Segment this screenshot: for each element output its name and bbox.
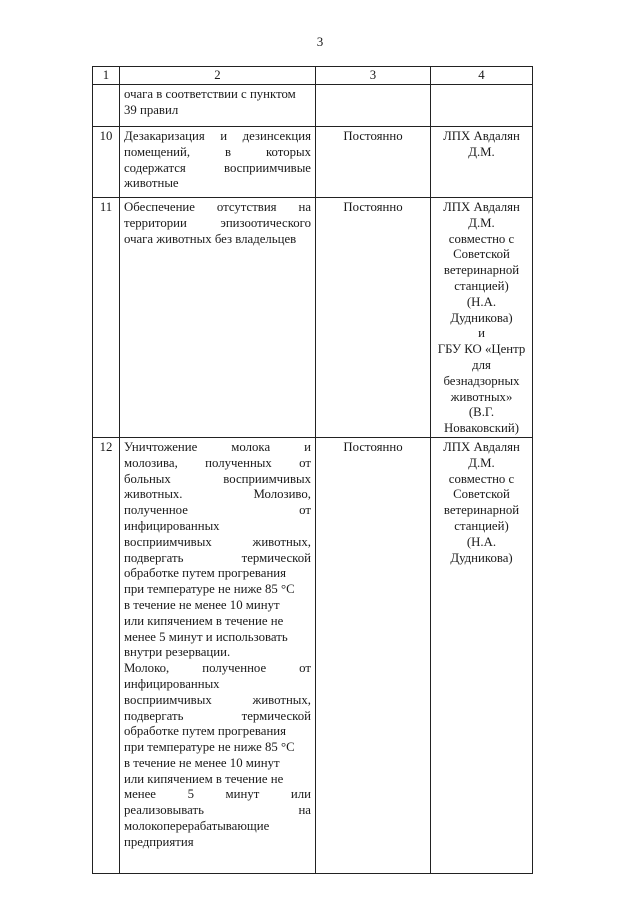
- row-number: 12: [93, 437, 120, 873]
- measure-text-line: менее 5 минут или: [124, 787, 311, 802]
- measure-text-line: реализовывать на: [124, 803, 311, 818]
- measure-description: [120, 437, 316, 873]
- measure-text-line: подвергать термической: [124, 708, 311, 723]
- measure-text-line: инфицированных: [124, 518, 220, 533]
- measure-text-line: молокоперерабатывающие: [124, 819, 270, 834]
- responsible-text-line: ветеринарной: [443, 503, 520, 518]
- table-row: [93, 85, 533, 127]
- header-cell-1: 1: [93, 67, 120, 85]
- measure-text-line: в течение не менее 10 минут: [124, 597, 280, 612]
- responsible-text-line: животных»: [450, 389, 513, 404]
- measure-text-line: Обеспечение отсутствия на: [124, 200, 311, 214]
- responsible-text-line: станцией): [454, 518, 509, 533]
- responsible-text-line: (Н.А. Дудникова): [450, 534, 513, 565]
- measure-text-line: животных. Молозиво,: [124, 487, 311, 502]
- execution-period: Постоянно: [316, 437, 431, 873]
- header-cell-4: 4: [431, 67, 533, 85]
- measure-text-line: при температуре не ниже 85 °С: [124, 740, 295, 755]
- table-header-row: [93, 67, 533, 85]
- measure-text-line: при температуре не ниже 85 °С: [124, 582, 295, 597]
- responsible-text-line: (Н.А. Дудникова): [450, 294, 513, 325]
- responsible-text-line: ЛПХ Авдалян Д.М.: [443, 200, 520, 230]
- row-number: 10: [93, 127, 120, 198]
- responsible-text-line: ГБУ КО «Центр для: [437, 342, 526, 372]
- execution-period: Постоянно: [316, 198, 431, 438]
- responsible-party: [431, 198, 533, 438]
- measure-text-line: Уничтожение молока и: [124, 439, 311, 454]
- table-row: [93, 437, 533, 873]
- responsible-text-line: (В.Г. Новаковский): [444, 405, 519, 436]
- execution-period: Постоянно: [316, 127, 431, 198]
- responsible-text-line: ЛПХ Авдалян Д.М.: [443, 439, 520, 470]
- responsible-text-line: ветеринарной: [443, 263, 520, 278]
- measure-text-line: инфицированных: [124, 676, 220, 691]
- measure-text-line: помещений, в которых: [124, 144, 311, 159]
- header-cell-2: 2: [120, 67, 316, 85]
- responsible-party: [431, 437, 533, 873]
- measure-text-line: полученное от: [124, 503, 311, 518]
- header-cell-3: 3: [316, 67, 431, 85]
- measure-text-line: молозива, полученных от: [124, 455, 311, 470]
- measure-text-line: или кипячением в течение не: [124, 771, 284, 786]
- measure-text-line: больных восприимчивых: [124, 471, 311, 486]
- measure-text-line: 39 правил: [124, 102, 179, 117]
- measure-text-line: содержатся восприимчивые: [124, 160, 311, 175]
- measure-text-line: подвергать термической: [124, 550, 311, 565]
- responsible-party: [431, 127, 533, 198]
- measure-text-line: обработке путем прогревания: [124, 566, 287, 581]
- execution-period: [316, 85, 431, 127]
- measures-table: [92, 66, 533, 874]
- row-number: 11: [93, 198, 120, 438]
- table-row: [93, 198, 533, 438]
- responsible-text-line: и: [478, 326, 485, 341]
- measure-text-line: или кипячением в течение не: [124, 613, 284, 628]
- responsible-text-line: совместно с Советской: [448, 231, 515, 262]
- measure-text-line: внутри резервации.: [124, 645, 231, 660]
- measure-description: [120, 85, 316, 127]
- responsible-text-line: ЛПХ Авдалян Д.М.: [443, 129, 520, 159]
- responsible-text-line: совместно с Советской: [448, 471, 515, 502]
- measure-text-line: очага в соответствии с пунктом: [124, 87, 296, 101]
- measure-text-line: территории эпизоотического: [124, 215, 311, 230]
- table-row: [93, 127, 533, 198]
- measure-text-line: обработке путем прогревания: [124, 724, 287, 739]
- measure-description: [120, 198, 316, 438]
- row-number: [93, 85, 120, 127]
- measure-description: [120, 127, 316, 198]
- measure-text-line: животные: [124, 176, 179, 191]
- responsible-text-line: безнадзорных: [443, 373, 520, 388]
- measure-text-line: очага животных без владельцев: [124, 231, 297, 246]
- responsible-text-line: станцией): [454, 278, 509, 293]
- measure-text-line: предприятия: [124, 834, 194, 849]
- responsible-party: [431, 85, 533, 127]
- page-number: 3: [316, 34, 324, 49]
- measure-text-line: Молоко, полученное от: [124, 661, 311, 676]
- measure-text-line: восприимчивых животных,: [124, 692, 311, 707]
- measure-text-line: в течение не менее 10 минут: [124, 755, 280, 770]
- measure-text-line: менее 5 минут и использовать: [124, 629, 288, 644]
- measure-text-line: Дезакаризация и дезинсекция: [124, 129, 311, 143]
- measure-text-line: восприимчивых животных,: [124, 534, 311, 549]
